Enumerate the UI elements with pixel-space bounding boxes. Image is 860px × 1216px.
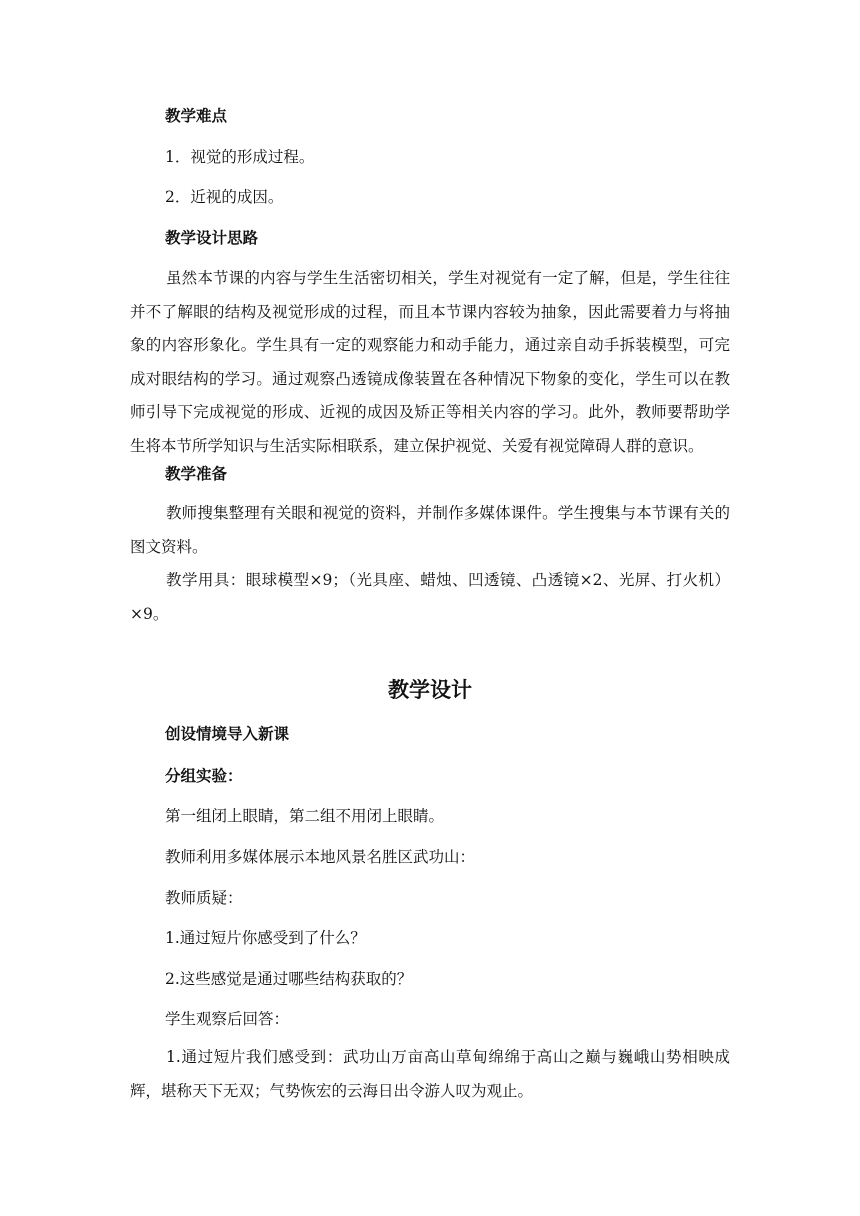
design-idea-paragraph: 虽然本节课的内容与学生生活密切相关，学生对视觉有一定了解，但是，学生往往并不了解眼的结构及视觉形成的过程，而且本节课内容较为抽象，因此需要着力与将抽象的内容形象化。学生具有一定的观察能力和动手能力，通过亲自动手拆装模型，可完成对眼结构的学习。通过观察凸透镜成像装置在各种情况下物象的变化，学生可以在教师引导下完成视觉的形成、近视的成因及矫正等相关内容的学习。此外，教师要帮助学生将本节所学知识与生活实际相联系，建立保护视觉、关爱有视觉障碍人群的意识。 — [130, 269, 730, 455]
teacher-question-line: 教师质疑： — [165, 889, 243, 907]
difficulty-heading: 教学难点 — [165, 107, 228, 125]
design-title: 教学设计 — [388, 678, 472, 702]
intro-heading: 创设情境导入新课 — [165, 725, 290, 743]
question-1: 1.通过短片你感受到了什么？ — [165, 929, 366, 947]
preparation-paragraph-1: 教师搜集整理有关眼和视觉的资料，并制作多媒体课件。学生搜集与本节课有关的图文资料。 — [130, 504, 730, 556]
question-2: 2.这些感觉是通过哪些结构获取的？ — [165, 970, 413, 988]
design-idea-heading: 教学设计思路 — [165, 229, 259, 247]
group-instruction: 第一组闭上眼睛，第二组不用闭上眼睛。 — [165, 807, 445, 825]
teacher-show-line: 教师利用多媒体展示本地风景名胜区武功山： — [165, 848, 476, 866]
preparation-paragraph-2: 教学用具：眼球模型×9；（光具座、蜡烛、凹透镜、凸透镜×2、光屏、打火机）×9。 — [130, 571, 730, 623]
preparation-heading: 教学准备 — [165, 465, 228, 483]
group-experiment-heading: 分组实验： — [165, 767, 243, 785]
difficulty-item-1: 1．视觉的形成过程。 — [165, 148, 315, 166]
answer-1-paragraph: 1.通过短片我们感受到：武功山万亩高山草甸绵绵于高山之巅与巍峨山势相映成辉，堪称天下无双；气势恢宏的云海日出令游人叹为观止。 — [130, 1048, 730, 1100]
difficulty-item-2: 2．近视的成因。 — [165, 188, 284, 206]
student-answer-line: 学生观察后回答： — [165, 1010, 290, 1028]
